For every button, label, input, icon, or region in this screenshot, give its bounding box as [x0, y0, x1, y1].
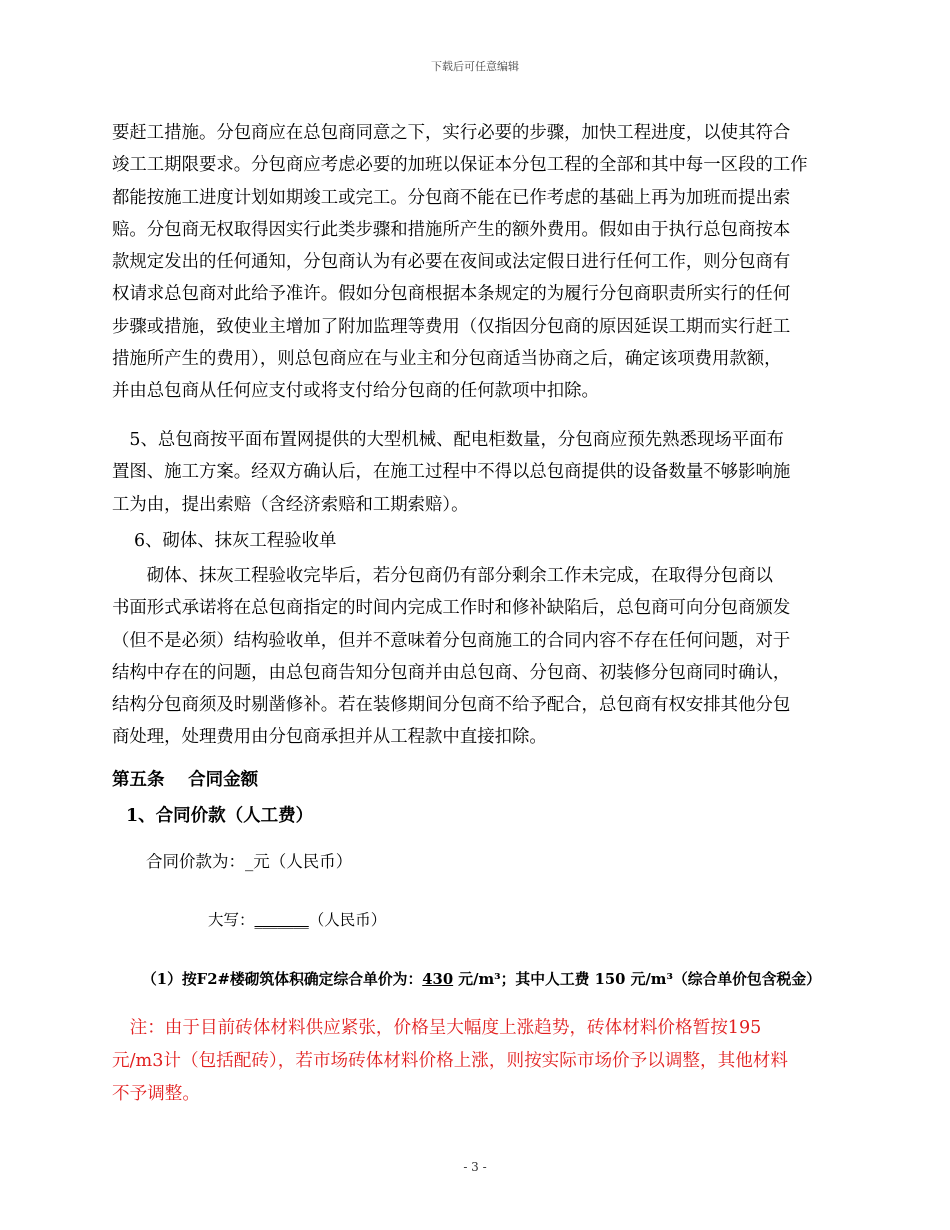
text-line: 商处理，处理费用由分包商承担并从工程款中直接扣除。: [112, 727, 547, 748]
text-line: 款规定发出的任何通知，分包商认为有必要在夜间或法定假日进行任何工作，则分包商有: [112, 252, 791, 273]
capital-blank: _______: [254, 911, 309, 929]
text-line: 竣工工期限要求。分包商应考虑必要的加班以保证本分包工程的全部和其中每一区段的工作: [112, 155, 808, 176]
capital-unit: （人民币）: [308, 911, 387, 929]
text-line: 赔。分包商无权取得因实行此类步骤和措施所产生的额外费用。假如由于执行总包商按本: [112, 219, 791, 240]
text-line: 都能按施工进度计划如期竣工或完工。分包商不能在已作考虑的基础上再为加班而提出索: [112, 187, 791, 208]
capital-label: 大写：: [208, 911, 255, 929]
page-header: 下载后可任意编辑: [431, 60, 519, 73]
contract-price-line: 合同价款为：_元（人民币）: [146, 852, 353, 871]
paragraph-item-6: [112, 560, 847, 754]
text-line: 要赶工措施。分包商应在总包商同意之下，实行必要的步骤，加快工程进度，以使其符合: [112, 123, 791, 143]
contract-price-heading: 1、合同价款（人工费）: [126, 806, 314, 826]
text-line: 置图、施工方案。经双方确认后，在施工过程中不得以总包商提供的设备数量不够影响施: [112, 462, 791, 483]
text-line: 砌体、抹灰工程验收完毕后，若分包商仍有部分剩余工作未完成，在取得分包商以: [112, 566, 773, 586]
paragraph-item-5: [112, 424, 847, 521]
text-line: 书面形式承诺将在总包商指定的时间内完成工作时和修补缺陷后，总包商可向分包商颁发: [112, 598, 791, 619]
unit-price-value: 430: [422, 971, 454, 988]
note-line: 元/m3计（包括配砖），若市场砖体材料价格上涨，则按实际市场价予以调整，其他材料: [112, 1051, 788, 1071]
text-line: 结构中存在的问题，由总包商告知分包商并由总包商、分包商、初装修分包商同时确认，: [112, 662, 791, 683]
text-line: 结构分包商须及时剔凿修补。若在装修期间分包商不给予配合，总包商有权安排其他分包: [112, 695, 791, 716]
text-line: 权请求总包商对此给予准许。假如分包商根据本条规定的为履行分包商职责所实行的任何: [112, 284, 791, 305]
unit-price-line: [142, 968, 821, 989]
note-line: 不予调整。: [112, 1084, 200, 1104]
item-6-title: 6、砌体、抹灰工程验收单: [134, 531, 337, 551]
text-line: 并由总包商从任何应支付或将支付给分包商的任何款项中扣除。: [112, 381, 599, 402]
capital-amount-line: [208, 908, 386, 930]
text-line: 措施所产生的费用），则总包商应在与业主和分包商适当协商之后，确定该项费用款额，: [112, 349, 782, 370]
text-line: 工为由，提出索赔（含经济索赔和工期索赔）。: [112, 494, 469, 515]
article-5-heading: 第五条 合同金额: [112, 770, 259, 790]
note-line: 注：由于目前砖体材料供应紧张，价格呈大幅度上涨趋势，砖体材料价格暂按195: [112, 1018, 762, 1038]
unit-price-rest: 元/m³；其中人工费 150 元/m³（综合单价包含税金）: [453, 971, 821, 988]
price-note: [112, 1012, 857, 1111]
text-line: 步骤或措施，致使业主增加了附加监理等费用（仅指因分包商的原因延误工期而实行赶工: [112, 316, 791, 337]
text-line: （但不是必须）结构验收单，但并不意味着分包商施工的合同内容不存在任何问题，对于: [112, 630, 791, 651]
unit-price-prefix: （1）按F2#楼砌筑体积确定综合单价为：: [142, 971, 423, 988]
page-number: - 3 -: [463, 1160, 487, 1174]
paragraph-rush-measures: [112, 117, 847, 408]
text-line: 5、总包商按平面布置网提供的大型机械、配电柜数量，分包商应预先熟悉现场平面布: [112, 430, 784, 450]
